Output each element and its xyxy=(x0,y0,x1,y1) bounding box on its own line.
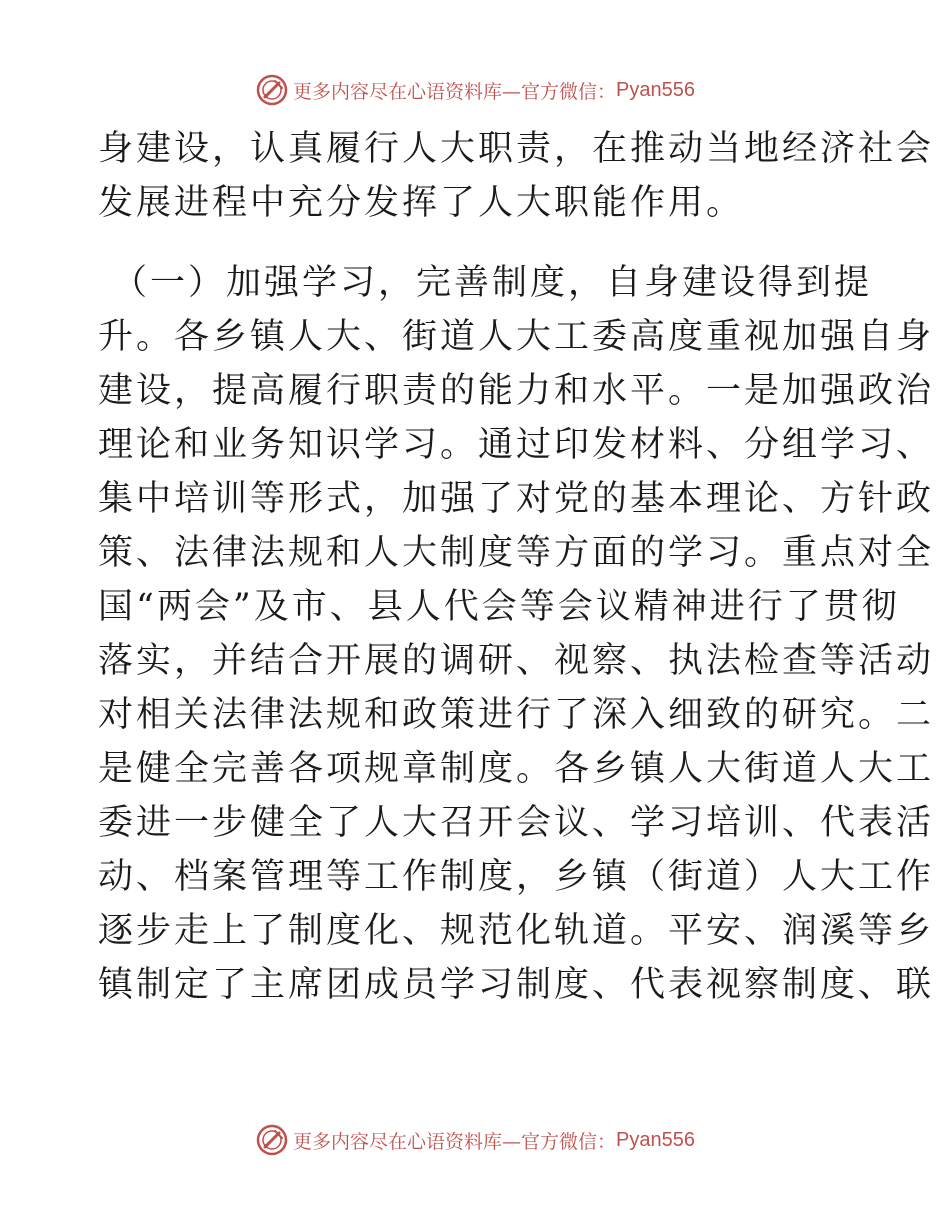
watermark-text: 更多内容尽在心语资料库—官方微信： xyxy=(293,1130,617,1153)
footer-watermark xyxy=(0,1120,950,1160)
watermark-handle: Pyan556 xyxy=(616,78,695,101)
text-line: 国“两会”及市、县人代会等会议精神进行了贯彻 xyxy=(98,587,900,627)
text-line: 身建设，认真履行人大职责，在推动当地经济社会 xyxy=(98,129,935,169)
text-line: 集中培训等形式，加强了对党的基本理论、方针政 xyxy=(98,479,935,519)
text-line: 逐步走上了制度化、规范化轨道。平安、润溪等乡 xyxy=(98,911,935,951)
text-line: 策、法律法规和人大制度等方面的学习。重点对全 xyxy=(98,533,935,573)
stamp-logo-icon xyxy=(255,1123,289,1157)
paragraph xyxy=(98,122,935,230)
text-line: 对相关法律法规和政策进行了深入细致的研究。二 xyxy=(98,695,935,735)
text-line: 理论和业务知识学习。通过印发材料、分组学习、 xyxy=(98,425,935,465)
text-line: 是健全完善各项规章制度。各乡镇人大街道人大工 xyxy=(98,749,935,789)
text-line: 建设，提高履行职责的能力和水平。一是加强政治 xyxy=(98,371,935,411)
text-line: 落实，并结合开展的调研、视察、执法检查等活动 xyxy=(98,641,935,681)
stamp-logo-icon xyxy=(255,73,289,107)
watermark-handle: Pyan556 xyxy=(616,1128,695,1151)
text-line: 委进一步健全了人大召开会议、学习培训、代表活 xyxy=(98,803,935,843)
paragraph xyxy=(98,256,935,1012)
text-line: 升。各乡镇人大、街道人大工委高度重视加强自身 xyxy=(98,317,935,357)
text-line: 动、档案管理等工作制度，乡镇（街道）人大工作 xyxy=(98,857,935,897)
header-watermark xyxy=(0,70,950,110)
text-line: 镇制定了主席团成员学习制度、代表视察制度、联 xyxy=(98,965,935,1005)
document-body xyxy=(98,122,935,1012)
text-line: 发展进程中充分发挥了人大职能作用。 xyxy=(98,183,745,223)
watermark-text: 更多内容尽在心语资料库—官方微信： xyxy=(293,80,617,103)
section-heading-line: （一）加强学习，完善制度，自身建设得到提 xyxy=(112,263,873,303)
